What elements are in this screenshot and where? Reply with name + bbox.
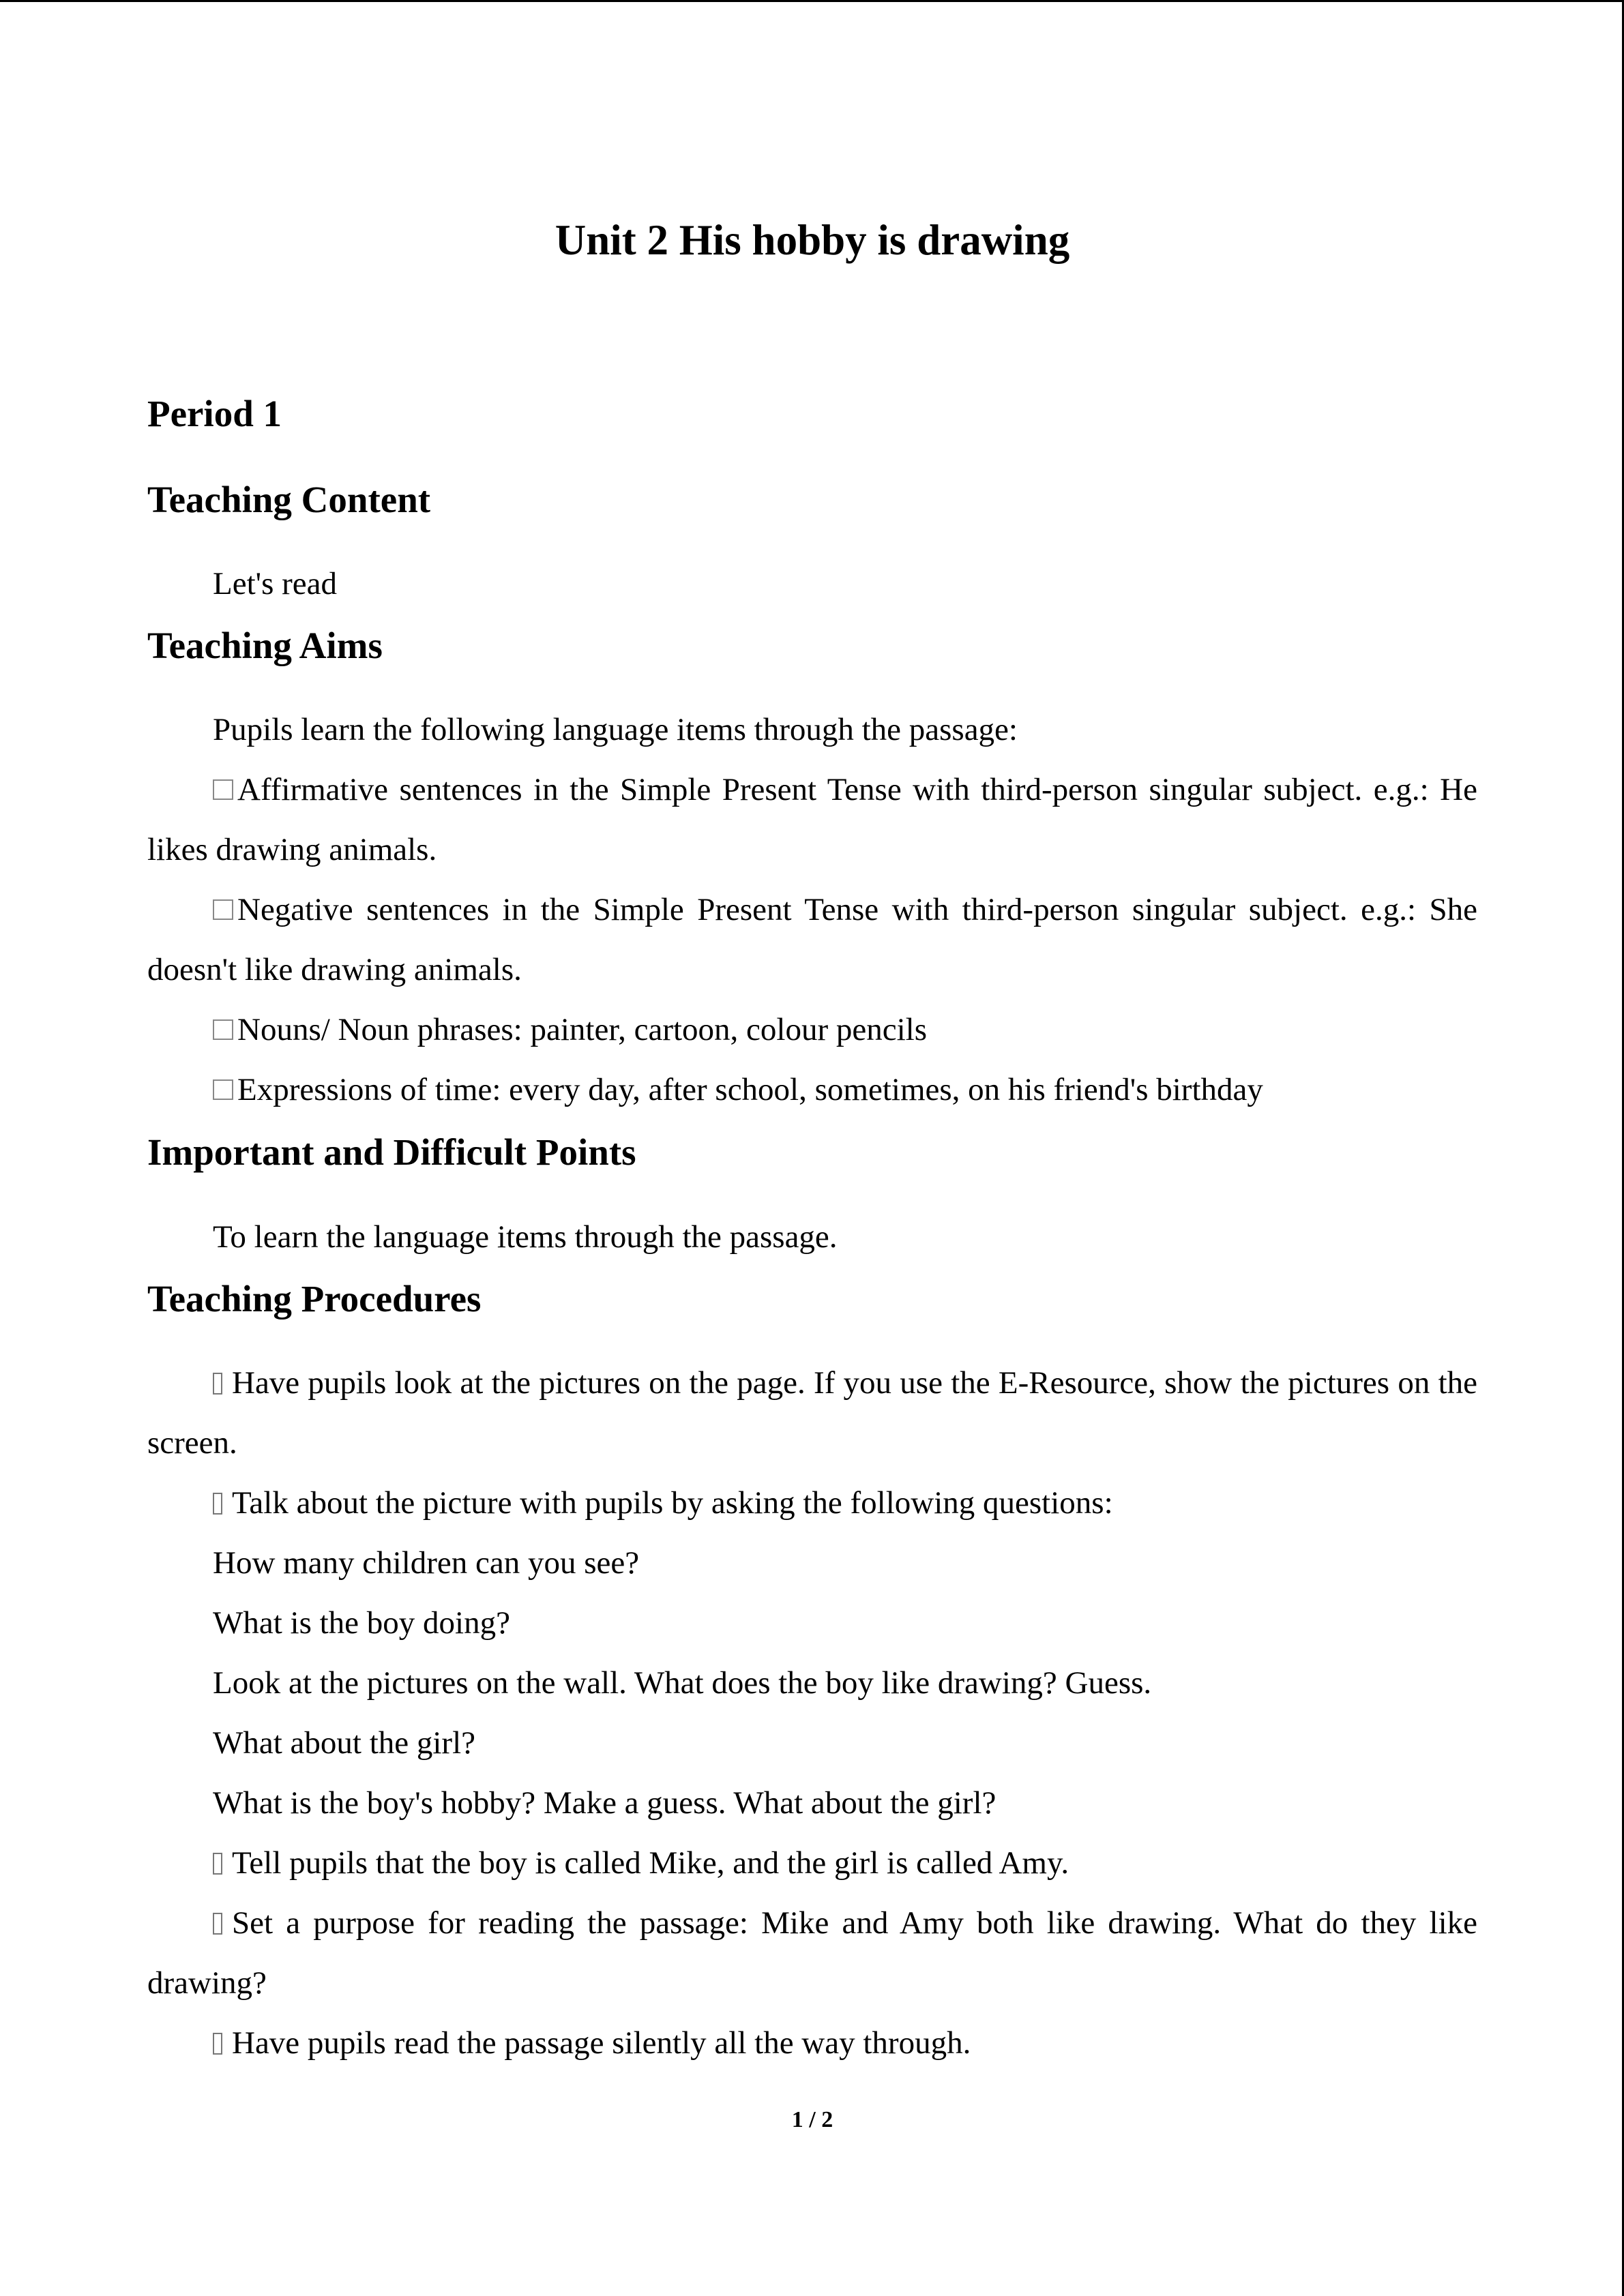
- aims-item: [147, 760, 1477, 880]
- step-marker-icon: [213, 2033, 222, 2055]
- teaching-aims-heading: Teaching Aims: [147, 625, 383, 666]
- procedure-step: [147, 1473, 1477, 1533]
- step-marker-icon: [213, 1493, 222, 1515]
- aims-item: [147, 1060, 1477, 1120]
- step-marker-icon: [213, 1853, 222, 1875]
- aims-item-text: Affirmative sentences in the Simple Present Tense with third-person singular subject. e.g.: He likes drawing animals.: [147, 772, 1477, 867]
- aims-item-text: Nouns/ Noun phrases: painter, cartoon, colour pencils: [237, 1012, 927, 1047]
- checkbox-bullet-icon: [213, 1079, 233, 1100]
- procedure-step-text: Talk about the picture with pupils by asking the following questions:: [232, 1485, 1113, 1521]
- checkbox-bullet-icon: [213, 779, 233, 800]
- procedure-step: [147, 1353, 1477, 1473]
- document-title: Unit 2 His hobby is drawing: [555, 216, 1070, 264]
- procedure-step: [147, 2013, 1477, 2073]
- question-line: How many children can you see?: [213, 1545, 640, 1581]
- question-line: What about the girl?: [213, 1725, 475, 1761]
- step-marker-icon: [213, 1913, 222, 1935]
- step-marker-icon: [213, 1373, 222, 1395]
- period-heading: Period 1: [147, 393, 282, 434]
- teaching-procedures-heading: Teaching Procedures: [147, 1278, 482, 1320]
- aims-item-text: Negative sentences in the Simple Present Tense with third-person singular subject. e.g.: She doesn't like drawing animals.: [147, 892, 1477, 987]
- procedure-step: [147, 1893, 1477, 2013]
- question-line: What is the boy's hobby? Make a guess. What about the girl?: [213, 1785, 996, 1821]
- procedure-step-text: Have pupils read the passage silently all the way through.: [232, 2025, 971, 2061]
- procedure-step-text: Set a purpose for reading the passage: Mike and Amy both like drawing. What do they like drawing?: [147, 1905, 1477, 2001]
- checkbox-bullet-icon: [213, 899, 233, 920]
- important-points-text: To learn the language items through the passage.: [213, 1219, 838, 1255]
- procedure-step: [147, 1833, 1477, 1893]
- teaching-content-text: Let's read: [213, 566, 338, 601]
- teaching-aims-intro: Pupils learn the following language items through the passage:: [213, 712, 1018, 747]
- checkbox-bullet-icon: [213, 1019, 233, 1040]
- question-line: Look at the pictures on the wall. What does the boy like drawing? Guess.: [213, 1665, 1152, 1701]
- aims-item: [147, 880, 1477, 1000]
- question-line: What is the boy doing?: [213, 1605, 510, 1641]
- page-number: 1 / 2: [791, 2107, 833, 2132]
- procedure-step-text: Have pupils look at the pictures on the page. If you use the E-Resource, show the pictures on the screen.: [147, 1365, 1477, 1461]
- important-points-heading: Important and Difficult Points: [147, 1131, 636, 1173]
- teaching-content-heading: Teaching Content: [147, 479, 431, 520]
- aims-item: [147, 1000, 1477, 1060]
- document-page: [147, 0, 1477, 2296]
- aims-item-text: Expressions of time: every day, after school, sometimes, on his friend's birthday: [237, 1072, 1263, 1107]
- procedure-step-text: Tell pupils that the boy is called Mike, and the girl is called Amy.: [232, 1845, 1069, 1881]
